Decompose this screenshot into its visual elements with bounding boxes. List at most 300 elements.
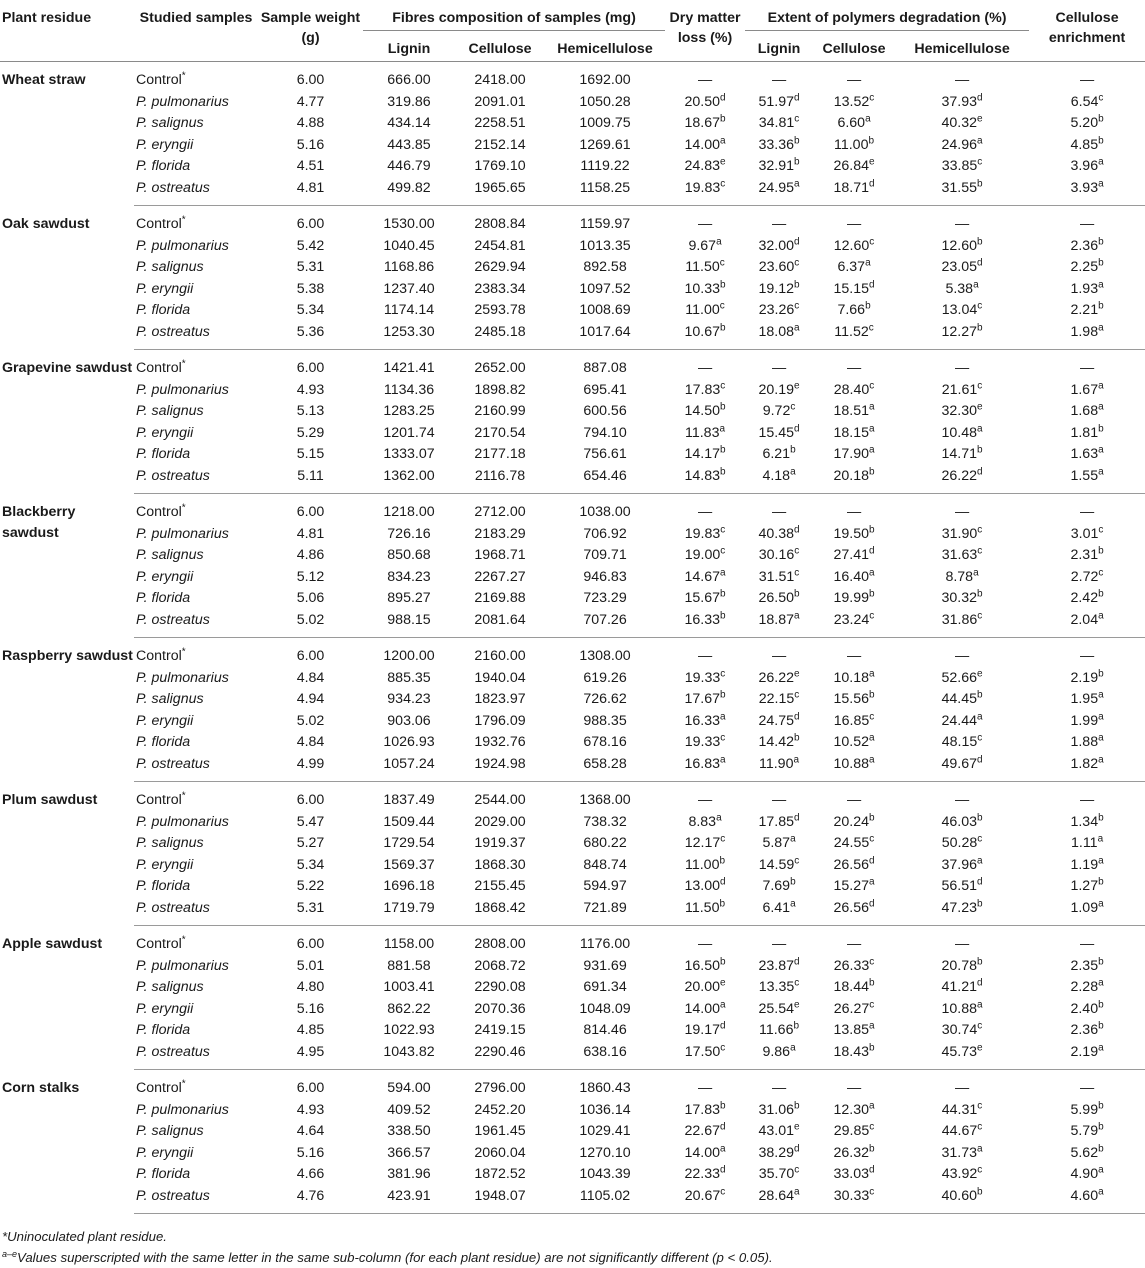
cell-fibre-cellulose-value: 1948.07 [474, 1187, 526, 1204]
cell-fibre-lignin [363, 668, 455, 690]
cell-degradation-cellulose [813, 567, 895, 589]
cell-degradation-cellulose-value: 19.50 [833, 525, 869, 542]
significance-letter: b [794, 135, 800, 146]
cell-degradation-cellulose [813, 782, 895, 812]
cell-dry-matter-loss [665, 711, 745, 733]
cell-degradation-cellulose [813, 898, 895, 926]
cell-dry-matter-loss [665, 977, 745, 999]
cell-sample-name [134, 732, 258, 754]
cell-fibre-cellulose-value: 2155.45 [474, 878, 526, 894]
cell-fibre-cellulose-value: 2419.15 [474, 1022, 526, 1038]
cell-dry-matter-loss [665, 380, 745, 402]
sample-name-text: P. florida [136, 878, 191, 894]
significance-letter: a [1097, 833, 1104, 845]
cell-degradation-hemicellulose [895, 999, 1029, 1021]
cell-sample-weight-value: 5.34 [296, 856, 325, 873]
significance-letter: c [869, 1186, 875, 1197]
cell-sample-weight-value: 5.36 [296, 323, 325, 340]
cell-fibre-hemicellulose [545, 977, 665, 999]
cell-dry-matter-loss-value: 14.00 [684, 136, 720, 153]
cell-fibre-lignin [363, 322, 455, 350]
cell-degradation-hemicellulose-value: 24.44 [941, 712, 978, 729]
cell-cellulose-enrichment-value: 1.82 [1070, 755, 1099, 772]
cell-degradation-cellulose-value: 15.27 [833, 878, 869, 894]
cell-dry-matter-loss [665, 610, 745, 638]
cell-fibre-hemicellulose [545, 257, 665, 279]
cell-fibre-cellulose [455, 977, 545, 999]
cell-fibre-lignin-value: 862.22 [387, 1000, 431, 1017]
cell-degradation-lignin [745, 1164, 813, 1186]
footnotes [0, 1214, 1145, 1268]
cell-fibre-hemicellulose [545, 62, 665, 92]
cell-fibre-hemicellulose [545, 833, 665, 855]
significance-letter: a [790, 1042, 796, 1053]
cell-dry-matter-loss-value: — [697, 648, 713, 664]
cell-sample-name [134, 754, 258, 782]
cell-sample-name [134, 350, 258, 380]
significance-letter: a [1098, 322, 1104, 333]
cell-fibre-hemicellulose-value: 814.46 [583, 1022, 627, 1038]
cell-cellulose-enrichment [1029, 956, 1145, 978]
cell-sample-weight-value: 6.00 [296, 1080, 325, 1096]
table-row [0, 423, 1145, 445]
sample-name-text: P. florida [136, 158, 191, 174]
cell-sample-name [134, 977, 258, 999]
cell-fibre-cellulose-value: 2652.00 [474, 360, 526, 376]
sample-name-text: P. florida [136, 446, 191, 462]
cell-degradation-cellulose-value: — [846, 72, 862, 88]
cell-fibre-lignin [363, 711, 455, 733]
cell-cellulose-enrichment-value: 1.19 [1070, 856, 1099, 873]
plant-residue-name: Oak sawdust [2, 215, 90, 232]
cell-cellulose-enrichment-value: 2.36 [1070, 237, 1099, 254]
cell-degradation-cellulose-value: 27.41 [833, 547, 869, 563]
cell-degradation-hemicellulose [895, 876, 1029, 898]
cell-degradation-hemicellulose-value: 41.21 [941, 979, 978, 995]
table-row [0, 689, 1145, 711]
significance-letter: a [1098, 1042, 1104, 1053]
significance-letter: b [1098, 236, 1104, 247]
cell-dry-matter-loss [665, 279, 745, 301]
cell-sample-weight [258, 812, 363, 834]
cell-fibre-hemicellulose [545, 567, 665, 589]
cell-degradation-cellulose [813, 135, 895, 157]
cell-cellulose-enrichment-value: — [1079, 936, 1095, 952]
significance-letter: b [977, 588, 983, 600]
cell-degradation-cellulose-value: 12.60 [833, 237, 870, 254]
cell-dry-matter-loss-value: — [697, 792, 713, 808]
cell-sample-name [134, 300, 258, 322]
cell-fibre-lignin-value: 834.23 [387, 568, 431, 585]
cell-fibre-lignin [363, 466, 455, 494]
significance-letter: b [1098, 588, 1104, 600]
cell-degradation-hemicellulose [895, 567, 1029, 589]
cell-dry-matter-loss-value: — [697, 72, 713, 88]
cell-fibre-hemicellulose-value: 848.74 [583, 856, 627, 873]
significance-letter: e [794, 1121, 800, 1133]
cell-degradation-lignin-value: 9.86 [762, 1043, 791, 1060]
cell-fibre-lignin-value: 1003.41 [383, 979, 435, 995]
sample-name-text: P. eryngii [136, 1144, 194, 1161]
cell-degradation-hemicellulose [895, 1143, 1029, 1165]
cell-cellulose-enrichment [1029, 92, 1145, 114]
table-row [0, 178, 1145, 206]
cell-sample-weight-value: 4.85 [296, 1022, 325, 1038]
significance-letter: b [794, 1100, 800, 1111]
cell-degradation-hemicellulose [895, 494, 1029, 524]
cell-degradation-lignin [745, 401, 813, 423]
control-footnote-mark: * [181, 214, 186, 226]
cell-degradation-lignin-value: 51.97 [758, 93, 794, 110]
cell-degradation-cellulose-value: 6.60 [837, 115, 866, 131]
cell-degradation-lignin-value: — [771, 792, 787, 808]
cell-fibre-lignin [363, 876, 455, 898]
significance-letter: d [794, 711, 800, 722]
cell-degradation-hemicellulose-value: 37.96 [941, 856, 978, 873]
cell-cellulose-enrichment-value: 5.20 [1070, 115, 1099, 131]
cell-degradation-cellulose [813, 711, 895, 733]
cell-fibre-cellulose [455, 689, 545, 711]
table-row [0, 113, 1145, 135]
cell-degradation-cellulose [813, 300, 895, 322]
cell-fibre-cellulose [455, 257, 545, 279]
significance-letter: c [977, 1164, 983, 1176]
cell-sample-weight-value: 5.29 [296, 424, 325, 441]
cell-cellulose-enrichment-value: 1.09 [1070, 899, 1099, 916]
cell-dry-matter-loss [665, 494, 745, 524]
significance-letter: d [720, 1164, 726, 1176]
cell-degradation-hemicellulose [895, 1042, 1029, 1070]
cell-dry-matter-loss-value: 14.50 [684, 403, 720, 419]
significance-letter: c [720, 524, 726, 535]
cell-degradation-hemicellulose-value: 33.85 [941, 158, 978, 174]
cell-degradation-hemicellulose-value: 49.67 [941, 755, 978, 772]
cell-dry-matter-loss-value: 11.50 [685, 259, 720, 275]
significance-letter: c [869, 380, 875, 391]
cell-fibre-hemicellulose [545, 423, 665, 445]
cell-degradation-hemicellulose [895, 1070, 1029, 1100]
cell-fibre-cellulose-value: 2290.08 [474, 979, 526, 995]
cell-degradation-lignin-value: 19.12 [758, 280, 794, 297]
cell-dry-matter-loss [665, 92, 745, 114]
cell-sample-weight [258, 206, 363, 236]
cell-fibre-cellulose-value: 2593.78 [474, 302, 526, 318]
significance-letter: a [1098, 444, 1104, 456]
significance-letter: b [720, 588, 726, 600]
cell-degradation-hemicellulose-value: 44.31 [941, 1101, 978, 1118]
cell-degradation-cellulose-value: 11.52 [834, 323, 869, 340]
significance-letter: a [719, 423, 726, 434]
significance-letter: b [869, 977, 875, 989]
cell-sample-name [134, 1070, 258, 1100]
significance-letter: a [1098, 466, 1104, 477]
cell-fibre-lignin-value: 1022.93 [383, 1022, 435, 1038]
cell-sample-weight [258, 1186, 363, 1214]
cell-fibre-cellulose-value: 2796.00 [474, 1080, 526, 1096]
cell-fibre-lignin [363, 401, 455, 423]
significance-letter: b [720, 444, 726, 456]
cell-cellulose-enrichment-value: 2.31 [1070, 547, 1099, 563]
cell-cellulose-enrichment [1029, 610, 1145, 638]
cell-dry-matter-loss [665, 401, 745, 423]
cell-cellulose-enrichment-value: 2.04 [1070, 611, 1099, 628]
table-row [0, 711, 1145, 733]
cell-fibre-hemicellulose-value: 726.62 [583, 691, 627, 707]
significance-letter: c [719, 300, 725, 312]
significance-letter: d [720, 92, 726, 103]
significance-letter: a [865, 257, 871, 269]
cell-degradation-hemicellulose-value: 44.45 [941, 691, 978, 707]
footnote-significance-text: Values superscripted with the same letter in the same sub-column (for each plant residue) are not significantly different (p < 0.05). [17, 1250, 773, 1265]
cell-degradation-hemicellulose-value: 31.86 [941, 611, 978, 628]
significance-letter: a [973, 279, 979, 290]
cell-cellulose-enrichment [1029, 1121, 1145, 1143]
cell-sample-name [134, 401, 258, 423]
cell-degradation-cellulose-value: 24.55 [833, 835, 870, 851]
cell-fibre-lignin [363, 689, 455, 711]
significance-letter: a [869, 1020, 875, 1032]
cell-degradation-lignin [745, 62, 813, 92]
cell-cellulose-enrichment-value: 4.90 [1070, 1166, 1099, 1182]
cell-cellulose-enrichment-value: 1.27 [1070, 878, 1099, 894]
significance-letter: c [869, 610, 875, 621]
significance-letter: b [793, 1020, 800, 1032]
cell-degradation-hemicellulose [895, 833, 1029, 855]
sample-name-text: P. ostreatus [136, 899, 210, 916]
cell-cellulose-enrichment [1029, 113, 1145, 135]
significance-letter: d [977, 92, 983, 103]
cell-degradation-hemicellulose-value: 46.03 [941, 813, 978, 830]
cell-cellulose-enrichment-value: 5.62 [1070, 1144, 1099, 1161]
cell-fibre-lignin [363, 833, 455, 855]
cell-sample-name [134, 236, 258, 258]
cell-fibre-hemicellulose-value: 1048.09 [579, 1000, 631, 1017]
cell-degradation-hemicellulose-value: 40.60 [941, 1187, 978, 1204]
cell-sample-weight [258, 977, 363, 999]
significance-letter: b [1098, 300, 1104, 312]
cell-fibre-lignin [363, 113, 455, 135]
cell-fibre-cellulose [455, 668, 545, 690]
significance-letter: c [977, 380, 983, 391]
cell-degradation-cellulose-value: 26.33 [833, 957, 870, 974]
significance-letter: e [977, 1042, 983, 1053]
cell-fibre-hemicellulose [545, 732, 665, 754]
cell-dry-matter-loss-value: 17.83 [684, 381, 721, 398]
significance-letter: e [869, 156, 875, 168]
significance-letter: e [720, 977, 726, 989]
significance-letter: b [719, 898, 726, 909]
cell-fibre-cellulose [455, 545, 545, 567]
sample-name-text: P. salignus [136, 547, 204, 563]
cell-fibre-cellulose-value: 2418.00 [474, 72, 526, 88]
table-row [0, 588, 1145, 610]
sample-name-text: P. pulmonarius [136, 669, 229, 686]
cell-degradation-lignin-value: 13.35 [758, 979, 795, 995]
significance-letter: a [869, 732, 875, 744]
cell-dry-matter-loss-value: 19.33 [684, 734, 721, 750]
cell-degradation-cellulose [813, 1042, 895, 1070]
cell-fibre-hemicellulose-value: 1159.97 [579, 216, 631, 232]
cell-fibre-hemicellulose [545, 236, 665, 258]
cell-fibre-lignin-value: 1237.40 [383, 280, 435, 297]
cell-fibre-cellulose [455, 926, 545, 956]
significance-letter: b [977, 178, 983, 189]
cell-cellulose-enrichment-value: 3.01 [1070, 525, 1099, 542]
cell-fibre-hemicellulose-value: 1158.25 [579, 179, 631, 196]
cell-cellulose-enrichment [1029, 999, 1145, 1021]
cell-sample-weight [258, 926, 363, 956]
significance-letter: c [868, 322, 874, 333]
cell-sample-weight-value: 5.01 [296, 957, 325, 974]
cell-cellulose-enrichment-value: — [1079, 648, 1095, 664]
control-footnote-mark: * [181, 358, 186, 370]
cell-degradation-hemicellulose-value: — [954, 936, 970, 952]
sample-name-text: P. salignus [136, 1123, 204, 1139]
plant-residue-name: Plum sawdust [2, 791, 98, 808]
cell-fibre-hemicellulose-value: 1105.02 [579, 1187, 631, 1204]
cell-fibre-cellulose-value: 2383.34 [474, 280, 526, 297]
cell-degradation-cellulose-value: 23.24 [833, 611, 870, 628]
cell-sample-weight-value: 4.84 [296, 734, 325, 750]
cell-dry-matter-loss-value: — [697, 504, 713, 520]
cell-fibre-lignin-value: 1283.25 [383, 403, 435, 419]
cell-degradation-lignin-value: 26.22 [758, 669, 794, 686]
table-row [0, 466, 1145, 494]
cell-cellulose-enrichment [1029, 1164, 1145, 1186]
cell-degradation-cellulose-value: — [846, 360, 862, 376]
table-body [0, 62, 1145, 1214]
cell-degradation-hemicellulose [895, 322, 1029, 350]
cell-cellulose-enrichment [1029, 322, 1145, 350]
cell-dry-matter-loss-value: 8.83 [688, 813, 717, 830]
cell-degradation-lignin [745, 638, 813, 668]
cell-degradation-cellulose-value: — [846, 648, 862, 664]
cell-dry-matter-loss-value: 14.67 [684, 568, 720, 585]
sample-name-text: P. florida [136, 1022, 191, 1038]
cell-cellulose-enrichment-value: 3.93 [1070, 179, 1099, 196]
cell-fibre-hemicellulose [545, 1042, 665, 1070]
cell-fibre-lignin-value: 1168.86 [383, 259, 435, 275]
cell-cellulose-enrichment-value: 3.96 [1070, 158, 1099, 174]
table-row [0, 1164, 1145, 1186]
cell-fibre-hemicellulose-value: 594.97 [583, 878, 627, 894]
cell-dry-matter-loss [665, 156, 745, 178]
cell-degradation-cellulose-value: 11.00 [834, 136, 869, 153]
cell-sample-name [134, 956, 258, 978]
table-row [0, 567, 1145, 589]
cell-sample-weight [258, 92, 363, 114]
cell-degradation-lignin [745, 380, 813, 402]
cell-degradation-hemicellulose-value: — [954, 504, 970, 520]
cell-sample-weight [258, 380, 363, 402]
table-row [0, 206, 1145, 236]
cell-sample-weight [258, 610, 363, 638]
cell-degradation-hemicellulose-value: 12.60 [941, 237, 978, 254]
cell-sample-weight-value: 5.15 [296, 446, 325, 462]
cell-sample-weight [258, 1042, 363, 1070]
cell-fibre-lignin-value: 1333.07 [383, 446, 435, 462]
cell-degradation-lignin-value: 32.91 [758, 158, 794, 174]
cell-fibre-cellulose [455, 638, 545, 668]
cell-degradation-lignin [745, 610, 813, 638]
cell-degradation-hemicellulose-value: — [954, 72, 970, 88]
cell-cellulose-enrichment-value: 2.28 [1070, 979, 1099, 995]
significance-letter: a [794, 610, 800, 621]
significance-letter: a [977, 711, 983, 722]
cell-dry-matter-loss [665, 812, 745, 834]
cell-fibre-cellulose [455, 782, 545, 812]
cell-degradation-hemicellulose [895, 350, 1029, 380]
cell-degradation-cellulose-value: 16.40 [833, 568, 869, 585]
cell-fibre-cellulose [455, 1020, 545, 1042]
table-row [0, 1070, 1145, 1100]
cell-fibre-cellulose-value: 2454.81 [474, 237, 526, 254]
cell-sample-weight [258, 423, 363, 445]
significance-letter: c [977, 156, 983, 168]
sample-name-text: P. ostreatus [136, 467, 210, 484]
table-row [0, 156, 1145, 178]
cell-fibre-lignin-value: 423.91 [387, 1187, 431, 1204]
cell-fibre-cellulose [455, 62, 545, 92]
cell-fibre-lignin-value: 666.00 [387, 72, 431, 88]
header-degradation-cellulose: Cellulose [813, 31, 895, 62]
cell-degradation-cellulose-value: 13.85 [833, 1022, 869, 1038]
table-row [0, 1121, 1145, 1143]
cell-fibre-hemicellulose [545, 898, 665, 926]
cell-degradation-cellulose-value: — [846, 216, 862, 232]
cell-fibre-cellulose [455, 279, 545, 301]
cell-sample-weight-value: 5.02 [296, 611, 325, 628]
significance-letter: c [720, 178, 726, 189]
cell-dry-matter-loss [665, 1020, 745, 1042]
cell-dry-matter-loss [665, 689, 745, 711]
cell-degradation-hemicellulose [895, 855, 1029, 877]
cell-sample-weight-value: 5.16 [296, 136, 325, 153]
cell-dry-matter-loss [665, 898, 745, 926]
cell-degradation-lignin-value: 11.90 [759, 755, 794, 772]
cell-dry-matter-loss [665, 1070, 745, 1100]
cell-fibre-cellulose [455, 156, 545, 178]
cell-degradation-lignin [745, 732, 813, 754]
cell-degradation-lignin [745, 300, 813, 322]
cell-dry-matter-loss-value: 16.33 [684, 611, 720, 628]
cell-degradation-hemicellulose [895, 812, 1029, 834]
significance-letter: a [716, 812, 722, 823]
cell-fibre-cellulose [455, 236, 545, 258]
cell-fibre-cellulose [455, 444, 545, 466]
cell-degradation-lignin [745, 926, 813, 956]
cell-degradation-hemicellulose [895, 279, 1029, 301]
header-degradation-hemicellulose: Hemicellulose [895, 31, 1029, 62]
header-plant-residue: Plant residue [0, 0, 134, 62]
significance-letter: b [1098, 113, 1104, 125]
cell-sample-name [134, 689, 258, 711]
cell-dry-matter-loss [665, 135, 745, 157]
cell-degradation-lignin-value: 31.51 [758, 568, 795, 585]
cell-fibre-hemicellulose-value: 678.16 [583, 734, 627, 750]
sample-name-text: P. pulmonarius [136, 1101, 229, 1118]
cell-degradation-hemicellulose-value: 20.78 [941, 957, 978, 974]
cell-sample-name [134, 999, 258, 1021]
plant-residue-name: Blackberry sawdust [2, 503, 76, 541]
sample-name-text: P. pulmonarius [136, 381, 229, 398]
cell-sample-weight [258, 588, 363, 610]
cell-fibre-lignin-value: 1509.44 [383, 813, 435, 830]
cell-degradation-lignin [745, 711, 813, 733]
sample-name-text: Control [136, 360, 182, 376]
table-row [0, 926, 1145, 956]
cell-degradation-cellulose-value: 19.99 [833, 590, 869, 606]
